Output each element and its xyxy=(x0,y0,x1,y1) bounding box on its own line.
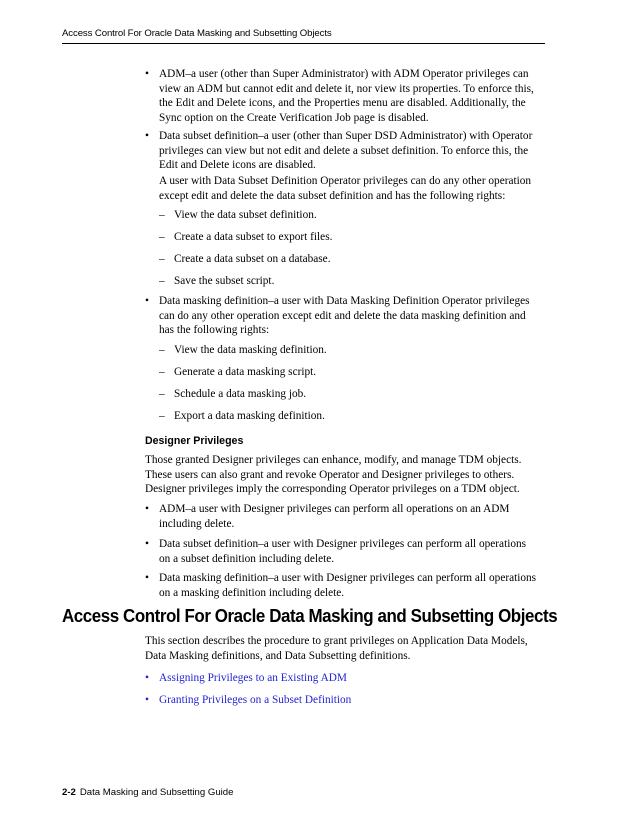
link-assigning-privileges-adm[interactable]: Assigning Privileges to an Existing ADM xyxy=(159,672,347,684)
bullet-marker: • xyxy=(145,295,149,307)
subset-right-item: View the data subset definition. xyxy=(174,209,317,221)
masking-operator-line-2: can do any other operation except edit and delete the data masking definition and xyxy=(159,309,526,322)
dash-marker: – xyxy=(159,275,165,287)
header-rule xyxy=(62,43,545,44)
book-title: Data Masking and Subsetting Guide xyxy=(79,787,234,798)
dash-marker: – xyxy=(159,209,165,221)
section-intro-line-2: Data Masking definitions, and Data Subsetting definitions. xyxy=(145,649,411,662)
subset-rights-intro-line-1: A user with Data Subset Definition Operator privileges can do any other operation xyxy=(159,175,532,187)
designer-intro-line-2: These users can also grant and revoke Operator and Designer privileges to others. xyxy=(145,468,515,481)
section-title: Access Control For Oracle Data Masking and Subsetting Objects xyxy=(62,606,558,626)
adm-operator-line-2: view an ADM but cannot edit and delete it, nor view its properties. To enforce this, xyxy=(159,82,534,95)
masking-operator-line-3: has the following rights: xyxy=(159,324,270,336)
masking-right-item: Export a data masking definition. xyxy=(174,410,325,422)
link-granting-privileges-subset[interactable]: Granting Privileges on a Subset Definition xyxy=(159,694,352,706)
subset-operator-line-1: Data subset definition–a user (other than Super DSD Administrator) with Operator xyxy=(159,130,533,142)
masking-right-item: Generate a data masking script. xyxy=(174,366,317,378)
subset-right-item: Save the subset script. xyxy=(174,275,275,287)
adm-operator-line-1: ADM–a user (other than Super Administrator) with ADM Operator privileges can xyxy=(159,68,529,80)
masking-right-item: Schedule a data masking job. xyxy=(174,388,307,400)
section-intro-line-1: This section describes the procedure to grant privileges on Application Data Models, xyxy=(145,635,528,647)
dash-marker: – xyxy=(159,344,165,356)
bullet-marker: • xyxy=(145,572,149,584)
designer-subset-line-2: on a subset definition including delete. xyxy=(159,552,335,565)
page-footer xyxy=(62,787,233,798)
dash-marker: – xyxy=(159,231,165,243)
designer-adm-line-1: ADM–a user with Designer privileges can perform all operations on an ADM xyxy=(159,503,510,515)
subset-operator-line-3: Edit and Delete icons are disabled. xyxy=(159,159,316,171)
dash-marker: – xyxy=(159,366,165,378)
adm-operator-line-3: the Edit and Delete icons, and the Properties menu are disabled. Additionally, the xyxy=(159,97,526,109)
bullet-marker: • xyxy=(145,672,149,684)
subset-right-item: Create a data subset on a database. xyxy=(174,253,331,265)
bullet-marker: • xyxy=(145,503,149,515)
designer-privileges-heading: Designer Privileges xyxy=(145,435,244,447)
subset-rights-intro-line-2: except edit and delete the data subset definition and has the following rights: xyxy=(159,189,506,202)
designer-adm-line-2: including delete. xyxy=(159,517,235,530)
bullet-marker: • xyxy=(145,538,149,550)
masking-right-item: View the data masking definition. xyxy=(174,344,327,356)
designer-masking-line-1: Data masking definition–a user with Designer privileges can perform all operations xyxy=(159,572,537,584)
subset-operator-line-2: privileges can view but not edit and delete a subset definition. To enforce this, the xyxy=(159,144,529,157)
dash-marker: – xyxy=(159,388,165,400)
designer-subset-line-1: Data subset definition–a user with Designer privileges can perform all operations xyxy=(159,538,527,550)
designer-intro-line-1: Those granted Designer privileges can enhance, modify, and manage TDM objects. xyxy=(145,454,522,466)
dash-marker: – xyxy=(159,410,165,422)
page-number: 2-2 xyxy=(62,787,76,798)
designer-masking-line-2: on a masking definition including delete. xyxy=(159,586,345,599)
adm-operator-line-4: Sync option on the Create Verification Job page is disabled. xyxy=(159,111,429,124)
running-header: Access Control For Oracle Data Masking and Subsetting Objects xyxy=(62,28,332,39)
dash-marker: – xyxy=(159,253,165,265)
bullet-marker: • xyxy=(145,130,149,142)
designer-intro-line-3: Designer privileges imply the corresponding Operator privileges on a TDM object. xyxy=(145,483,520,495)
masking-operator-line-1: Data masking definition–a user with Data Masking Definition Operator privileges xyxy=(159,295,530,307)
bullet-marker: • xyxy=(145,68,149,80)
bullet-marker: • xyxy=(145,694,149,706)
subset-right-item: Create a data subset to export files. xyxy=(174,231,333,243)
